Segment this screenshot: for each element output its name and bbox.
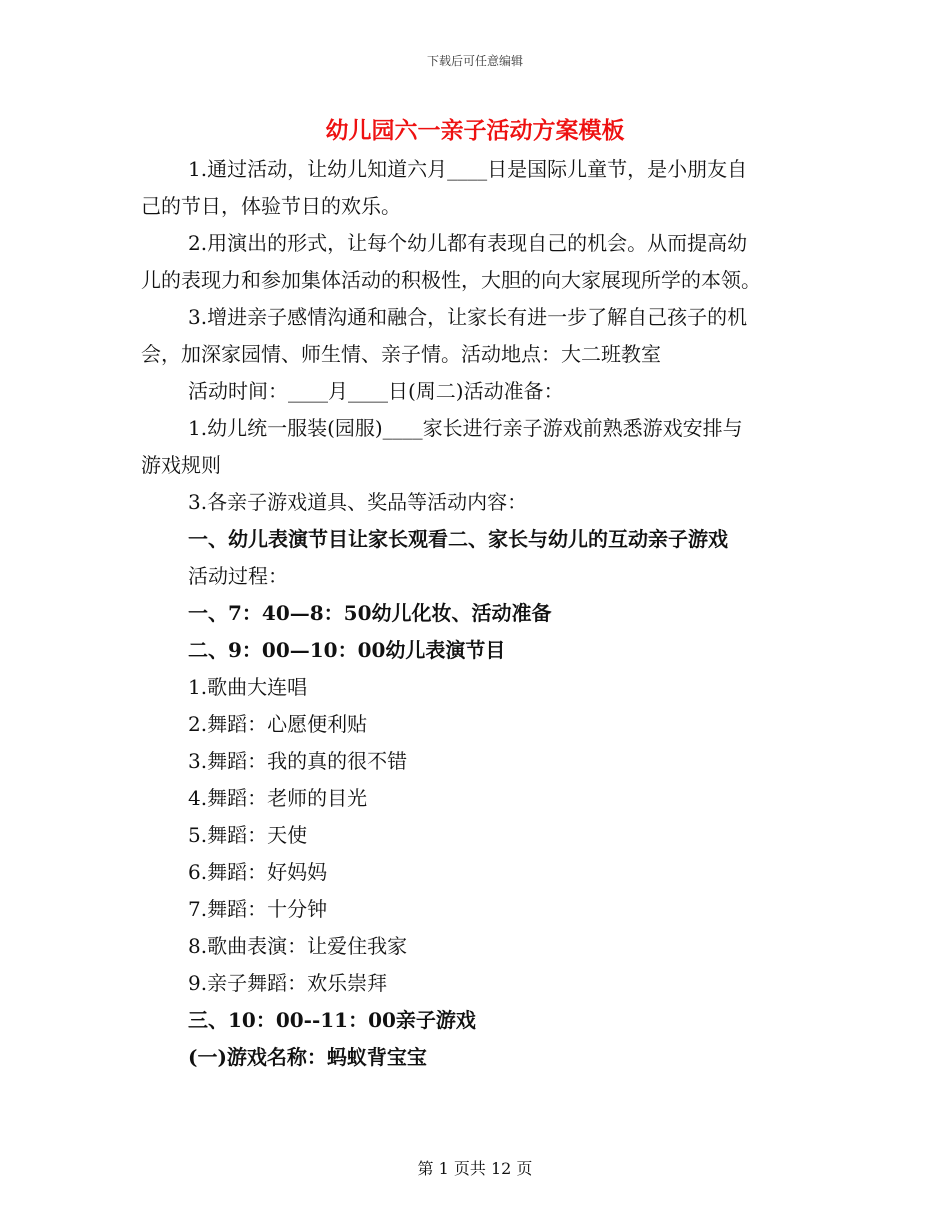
paragraph-line: 3.各亲子游戏道具、奖品等活动内容：	[188, 490, 528, 514]
paragraph-line: 会，加深家园情、师生情、亲子情。活动地点：大二班教室	[141, 342, 661, 366]
paragraph-line: 3.增进亲子感情沟通和融合，让家长有进一步了解自己孩子的机	[188, 305, 748, 329]
paragraph-line: 活动时间：____月____日(周二)活动准备：	[188, 379, 564, 403]
paragraph-line: 3.舞蹈：我的真的很不错	[188, 749, 408, 773]
section-heading-line: (一)游戏名称：蚂蚁背宝宝	[188, 1045, 427, 1069]
paragraph-line: 2.用演出的形式，让每个幼儿都有表现自己的机会。从而提高幼	[188, 231, 748, 255]
document-body	[141, 151, 813, 1076]
paragraph-line: 1.幼儿统一服装(园服)____家长进行亲子游戏前熟悉游戏安排与	[188, 416, 743, 440]
section-heading-line: 一、7：40—8：50幼儿化妆、活动准备	[188, 601, 552, 625]
paragraph-line: 游戏规则	[141, 453, 221, 477]
page-footer: 第 1 页共 12 页	[417, 1159, 533, 1178]
paragraph-line: 4.舞蹈：老师的目光	[188, 786, 368, 810]
section-heading-line: 三、10：00--11：00亲子游戏	[188, 1008, 476, 1032]
paragraph-line: 1.通过活动，让幼儿知道六月____日是国际儿童节，是小朋友自	[188, 157, 748, 181]
section-heading-line: 一、幼儿表演节目让家长观看二、家长与幼儿的互动亲子游戏	[188, 527, 728, 551]
paragraph-line: 6.舞蹈：好妈妈	[188, 860, 328, 884]
page-header: 下载后可任意编辑	[426, 54, 523, 68]
paragraph-line: 儿的表现力和参加集体活动的积极性，大胆的向大家展现所学的本领。	[141, 268, 761, 292]
paragraph-line: 9.亲子舞蹈：欢乐崇拜	[188, 971, 388, 995]
paragraph-line: 活动过程：	[188, 564, 288, 588]
paragraph-line: 1.歌曲大连唱	[188, 675, 308, 699]
paragraph-line: 7.舞蹈：十分钟	[188, 897, 328, 921]
paragraph-line: 2.舞蹈：心愿便利贴	[188, 712, 368, 736]
section-heading-line: 二、9：00—10：00幼儿表演节目	[188, 638, 506, 662]
paragraph-line: 8.歌曲表演：让爱住我家	[188, 934, 408, 958]
document-title: 幼儿园六一亲子活动方案模板	[325, 118, 625, 144]
paragraph-line: 5.舞蹈：天使	[188, 823, 308, 847]
paragraph-line: 己的节日，体验节日的欢乐。	[141, 194, 401, 218]
